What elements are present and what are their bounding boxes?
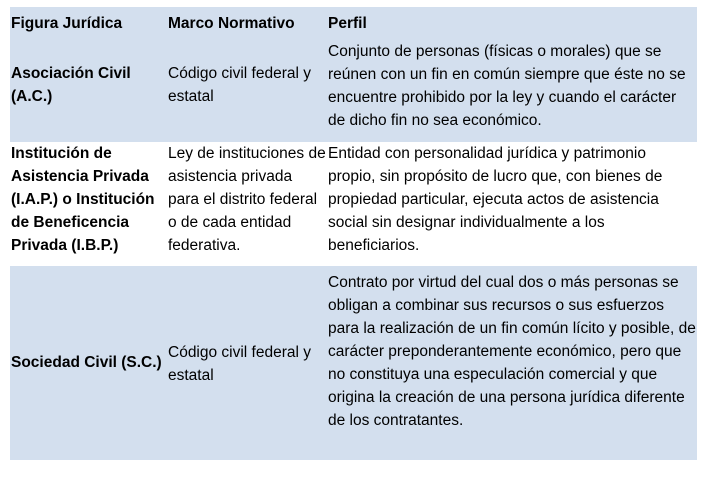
header-figura-juridica: Figura Jurídica [11, 15, 123, 32]
table-header-row [10, 7, 697, 41]
cell-marco: Código civil federal y estatal [168, 344, 312, 384]
table-row [10, 266, 697, 460]
cell-marco: Código civil federal y estatal [168, 65, 312, 105]
cell-figura: Asociación Civil (A.C.) [11, 65, 131, 105]
cell-perfil: Conjunto de personas (físicas o morales) que se reúnen con un fin en común siempre que éste no se encuentre prohibido por la ley y cuando el carácter de dicho fin no sea económico. [328, 43, 686, 129]
cell-perfil: Entidad con personalidad jurídica y patrimonio propio, sin propósito de lucro que, con bienes de propiedad particular, ejecuta actos de asistencia social sin designar individualmente a los beneficiarios. [328, 145, 663, 254]
cell-perfil: Contrato por virtud del cual dos o más personas se obligan a combinar sus recursos o sus esfuerzos para la realización de un fin común lícito y posible, de carácter preponderantemente económico, pero que no constituya una especulación comercial y que origina la creación de una persona jurídica diferente de los contratantes. [328, 274, 696, 429]
cell-figura: Sociedad Civil (S.C.) [11, 354, 162, 371]
cell-marco: Ley de instituciones de asistencia privada para el distrito federal o de cada entidad federativa. [168, 145, 326, 254]
table-row [10, 142, 697, 266]
cell-figura: Institución de Asistencia Privada (I.A.P.) o Institución de Beneficencia Privada (I.B.P.) [11, 145, 155, 254]
header-marco-normativo: Marco Normativo [168, 15, 295, 32]
legal-figures-table [10, 7, 697, 460]
table-row [10, 41, 697, 142]
header-perfil: Perfil [328, 15, 367, 32]
